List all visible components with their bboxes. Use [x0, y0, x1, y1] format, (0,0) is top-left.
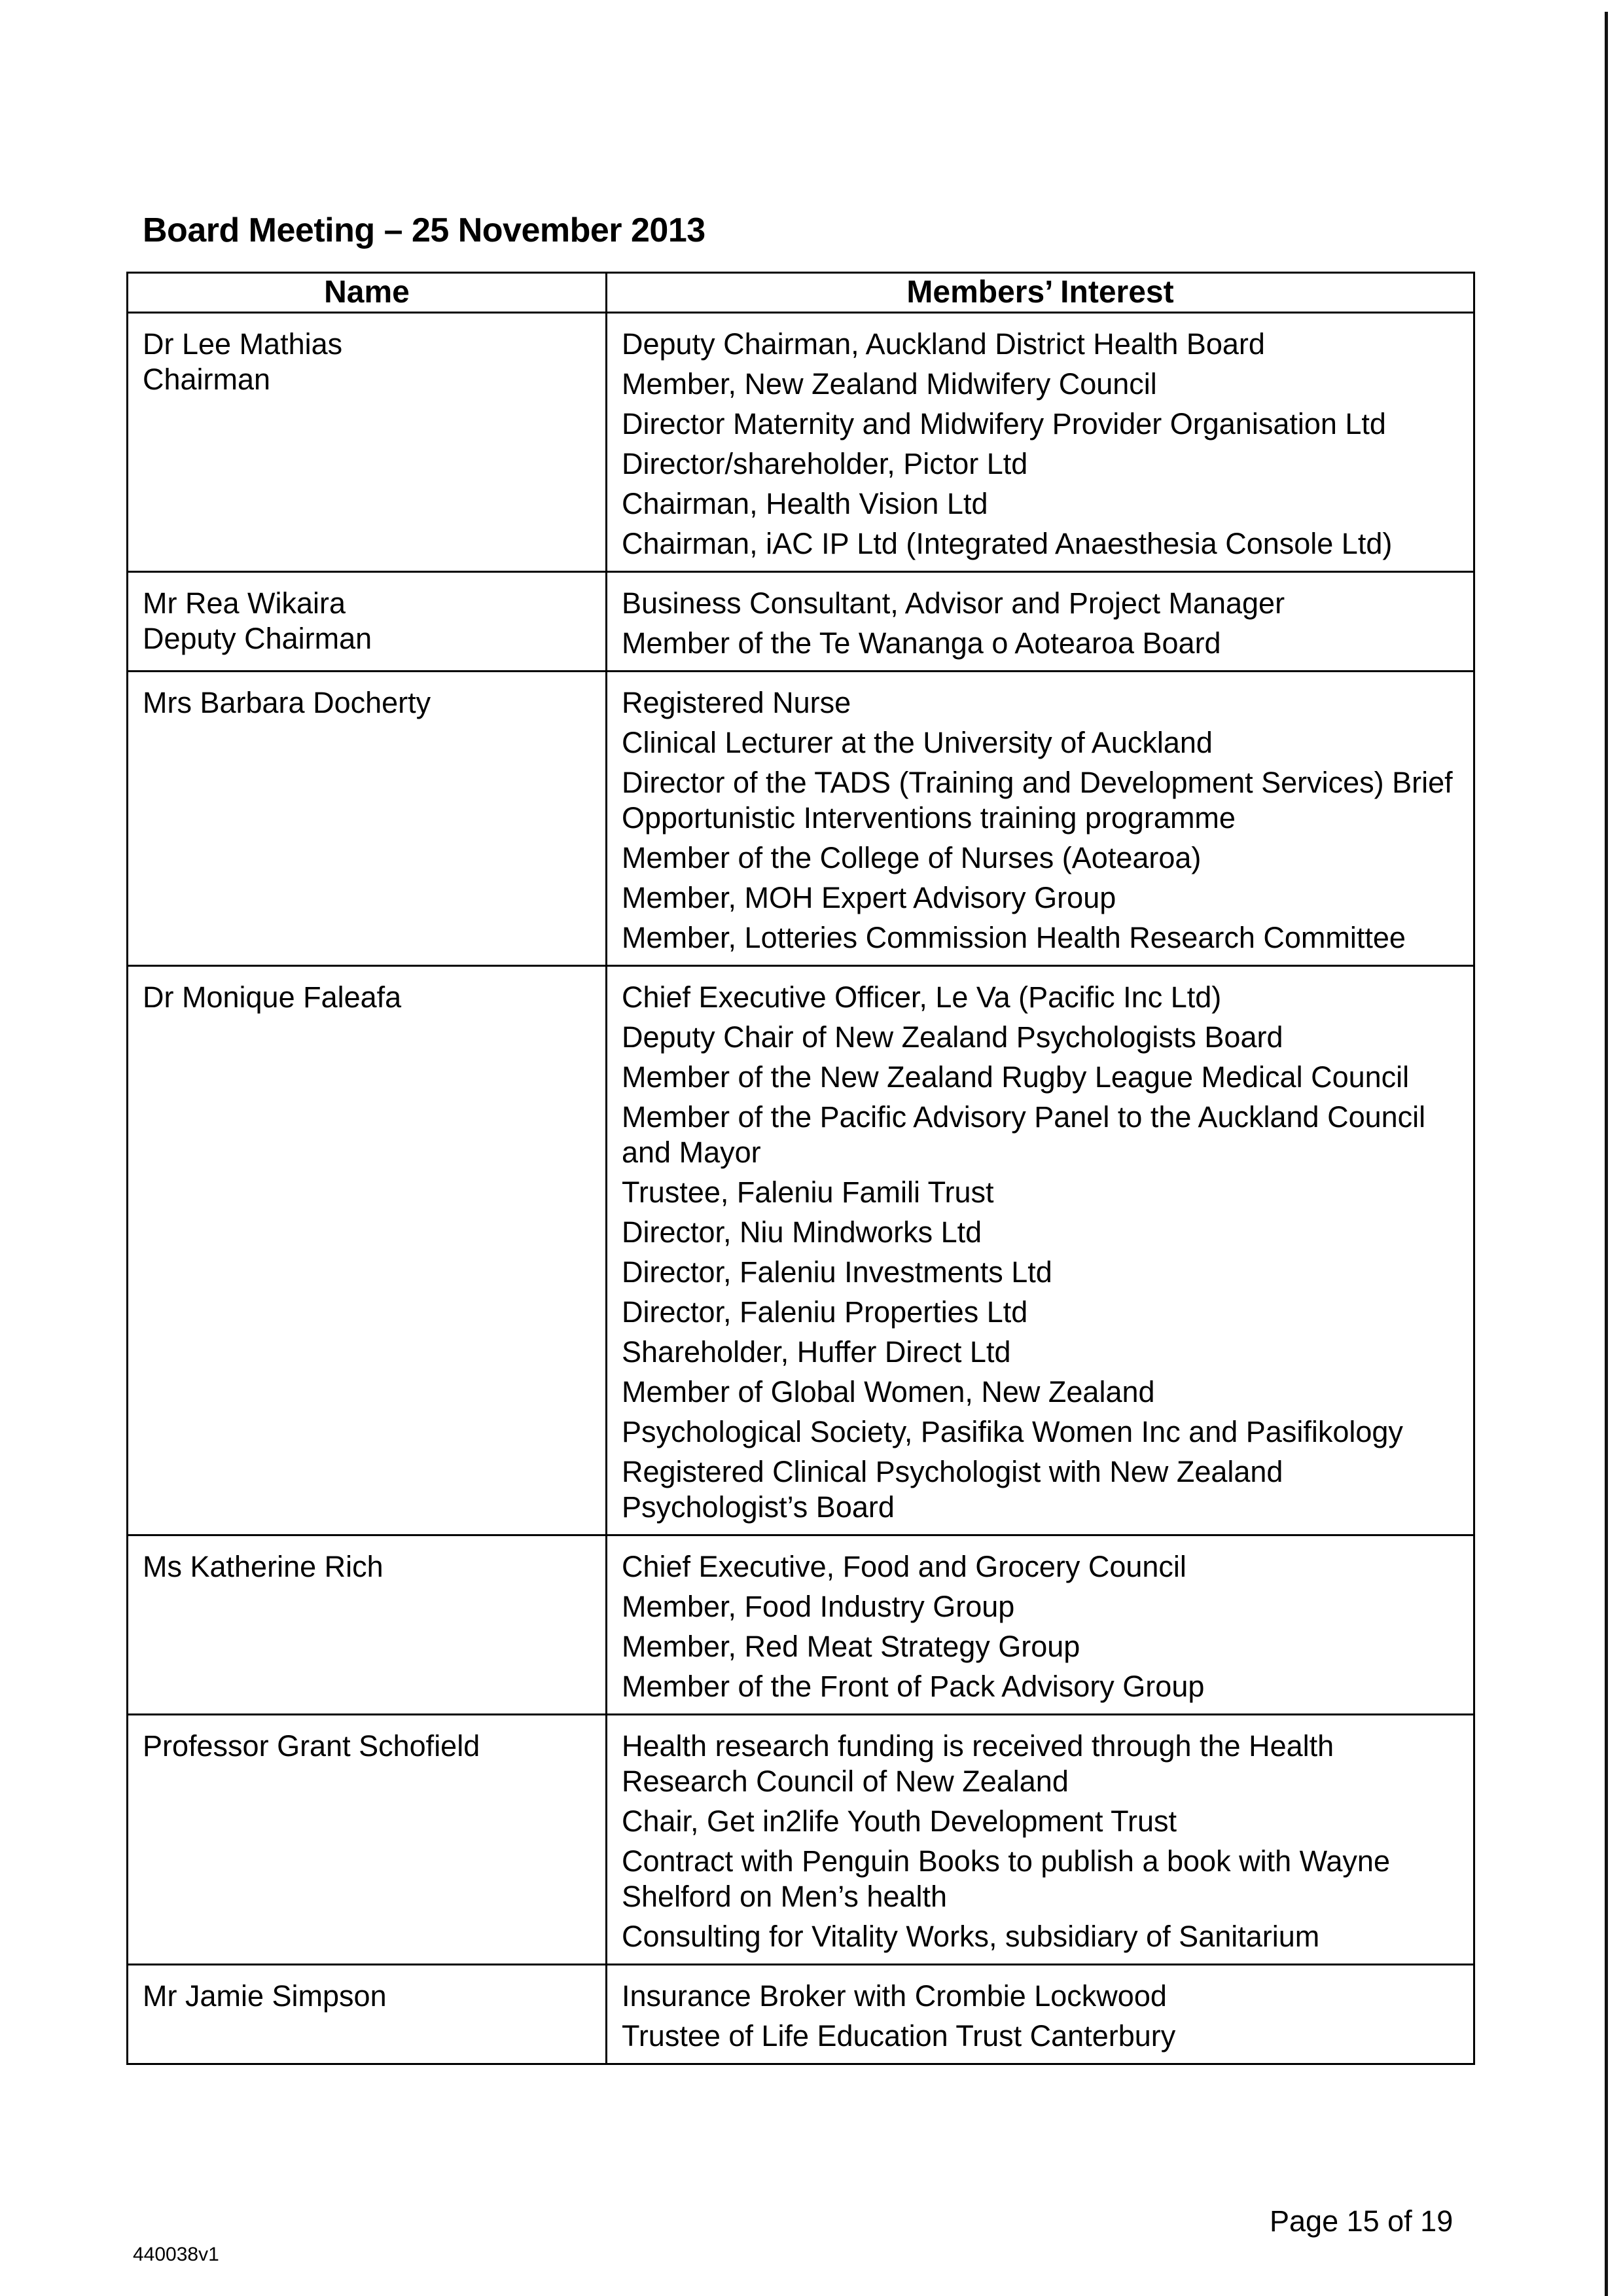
page-title: Board Meeting – 25 November 2013: [143, 211, 705, 249]
member-name: Mrs Barbara Docherty: [143, 686, 431, 719]
column-header-name: Name: [128, 273, 607, 313]
interest-item: Business Consultant, Advisor and Project Manager: [622, 586, 1285, 620]
table-row: [128, 1535, 1474, 1715]
interest-item: Member, Lotteries Commission Health Research Committee: [622, 921, 1406, 954]
page-number: Page 15 of 19: [1270, 2204, 1454, 2238]
member-name-cell: [128, 966, 607, 1535]
table-row: [128, 966, 1474, 1535]
interest-item: Director/shareholder, Pictor Ltd: [622, 447, 1028, 480]
member-interests-cell: [607, 1535, 1474, 1715]
interest-item: Registered Nurse: [622, 686, 851, 719]
interest-item: Director Maternity and Midwifery Provider Organisation Ltd: [622, 407, 1386, 440]
interest-item: Deputy Chair of New Zealand Psychologists Board: [622, 1020, 1283, 1054]
interest-item: Director, Niu Mindworks Ltd: [622, 1215, 982, 1249]
member-name: Ms Katherine Rich: [143, 1550, 383, 1583]
interest-item: Consulting for Vitality Works, subsidiary of Sanitarium: [622, 1920, 1320, 1953]
member-name-cell: [128, 572, 607, 672]
member-interests-cell: [607, 1715, 1474, 1965]
interest-item: Member, New Zealand Midwifery Council: [622, 367, 1157, 401]
interest-item: Chief Executive, Food and Grocery Council: [622, 1550, 1186, 1583]
table-body: [128, 313, 1474, 2064]
interest-item: Shareholder, Huffer Direct Ltd: [622, 1335, 1011, 1369]
interest-item: Psychological Society, Pasifika Women Inc and Pasifikology: [622, 1415, 1403, 1448]
member-name-cell: [128, 672, 607, 966]
member-interests-cell: [607, 672, 1474, 966]
interest-item: Insurance Broker with Crombie Lockwood: [622, 1979, 1167, 2013]
interest-item: Member of the Pacific Advisory Panel to the Auckland Council and Mayor: [622, 1100, 1426, 1169]
interest-item: Director, Faleniu Properties Ltd: [622, 1295, 1028, 1329]
member-name: Mr Jamie Simpson: [143, 1979, 387, 2013]
interest-item: Director, Faleniu Investments Ltd: [622, 1255, 1052, 1289]
member-interests-cell: [607, 572, 1474, 672]
interest-item: Trustee, Faleniu Famili Trust: [622, 1175, 994, 1209]
member-interests-cell: [607, 313, 1474, 572]
members-interest-table: [126, 272, 1475, 2065]
member-name: Mr Rea Wikaira: [143, 586, 346, 620]
member-name: Dr Lee Mathias: [143, 327, 343, 361]
interest-item: Member of Global Women, New Zealand: [622, 1375, 1155, 1408]
interest-item: Health research funding is received through the Health Research Council of New Zealand: [622, 1729, 1334, 1798]
interest-item: Member, MOH Expert Advisory Group: [622, 881, 1116, 914]
scan-edge-line: [1605, 12, 1608, 2296]
table-row: [128, 1715, 1474, 1965]
interest-item: Chairman, iAC IP Ltd (Integrated Anaesthesia Console Ltd): [622, 527, 1393, 560]
member-role: Chairman: [143, 363, 271, 396]
interest-item: Registered Clinical Psychologist with New Zealand Psychologist’s Board: [622, 1455, 1283, 1524]
interest-item: Chief Executive Officer, Le Va (Pacific Inc Ltd): [622, 980, 1222, 1014]
document-id: 440038v1: [133, 2244, 219, 2265]
interest-item: Member of the Front of Pack Advisory Group: [622, 1670, 1205, 1703]
table-row: [128, 1965, 1474, 2064]
table-row: [128, 672, 1474, 966]
interest-item: Chairman, Health Vision Ltd: [622, 487, 988, 520]
interest-item: Chair, Get in2life Youth Development Trust: [622, 1804, 1177, 1838]
interest-item: Member of the College of Nurses (Aotearoa): [622, 841, 1202, 874]
member-name-cell: [128, 1535, 607, 1715]
member-name: Dr Monique Faleafa: [143, 980, 402, 1014]
interest-item: Director of the TADS (Training and Development Services) Brief Opportunistic Interventions training programme: [622, 766, 1453, 834]
member-name-cell: [128, 1965, 607, 2064]
interest-item: Contract with Penguin Books to publish a book with Wayne Shelford on Men’s health: [622, 1844, 1390, 1913]
interest-item: Trustee of Life Education Trust Canterbury: [622, 2019, 1176, 2053]
member-name-cell: [128, 1715, 607, 1965]
member-interests-cell: [607, 966, 1474, 1535]
interest-item: Clinical Lecturer at the University of Auckland: [622, 726, 1213, 759]
interest-item: Deputy Chairman, Auckland District Health Board: [622, 327, 1265, 361]
member-name-cell: [128, 313, 607, 572]
interest-item: Member of the Te Wananga o Aotearoa Board: [622, 626, 1221, 660]
member-name: Professor Grant Schofield: [143, 1729, 480, 1763]
column-header-interest: Members’ Interest: [607, 273, 1474, 313]
interest-item: Member of the New Zealand Rugby League Medical Council: [622, 1060, 1410, 1094]
table-header-row: [128, 273, 1474, 313]
interest-item: Member, Red Meat Strategy Group: [622, 1630, 1080, 1663]
interest-item: Member, Food Industry Group: [622, 1590, 1015, 1623]
table-row: [128, 572, 1474, 672]
member-role: Deputy Chairman: [143, 622, 372, 655]
table-row: [128, 313, 1474, 572]
member-interests-cell: [607, 1965, 1474, 2064]
